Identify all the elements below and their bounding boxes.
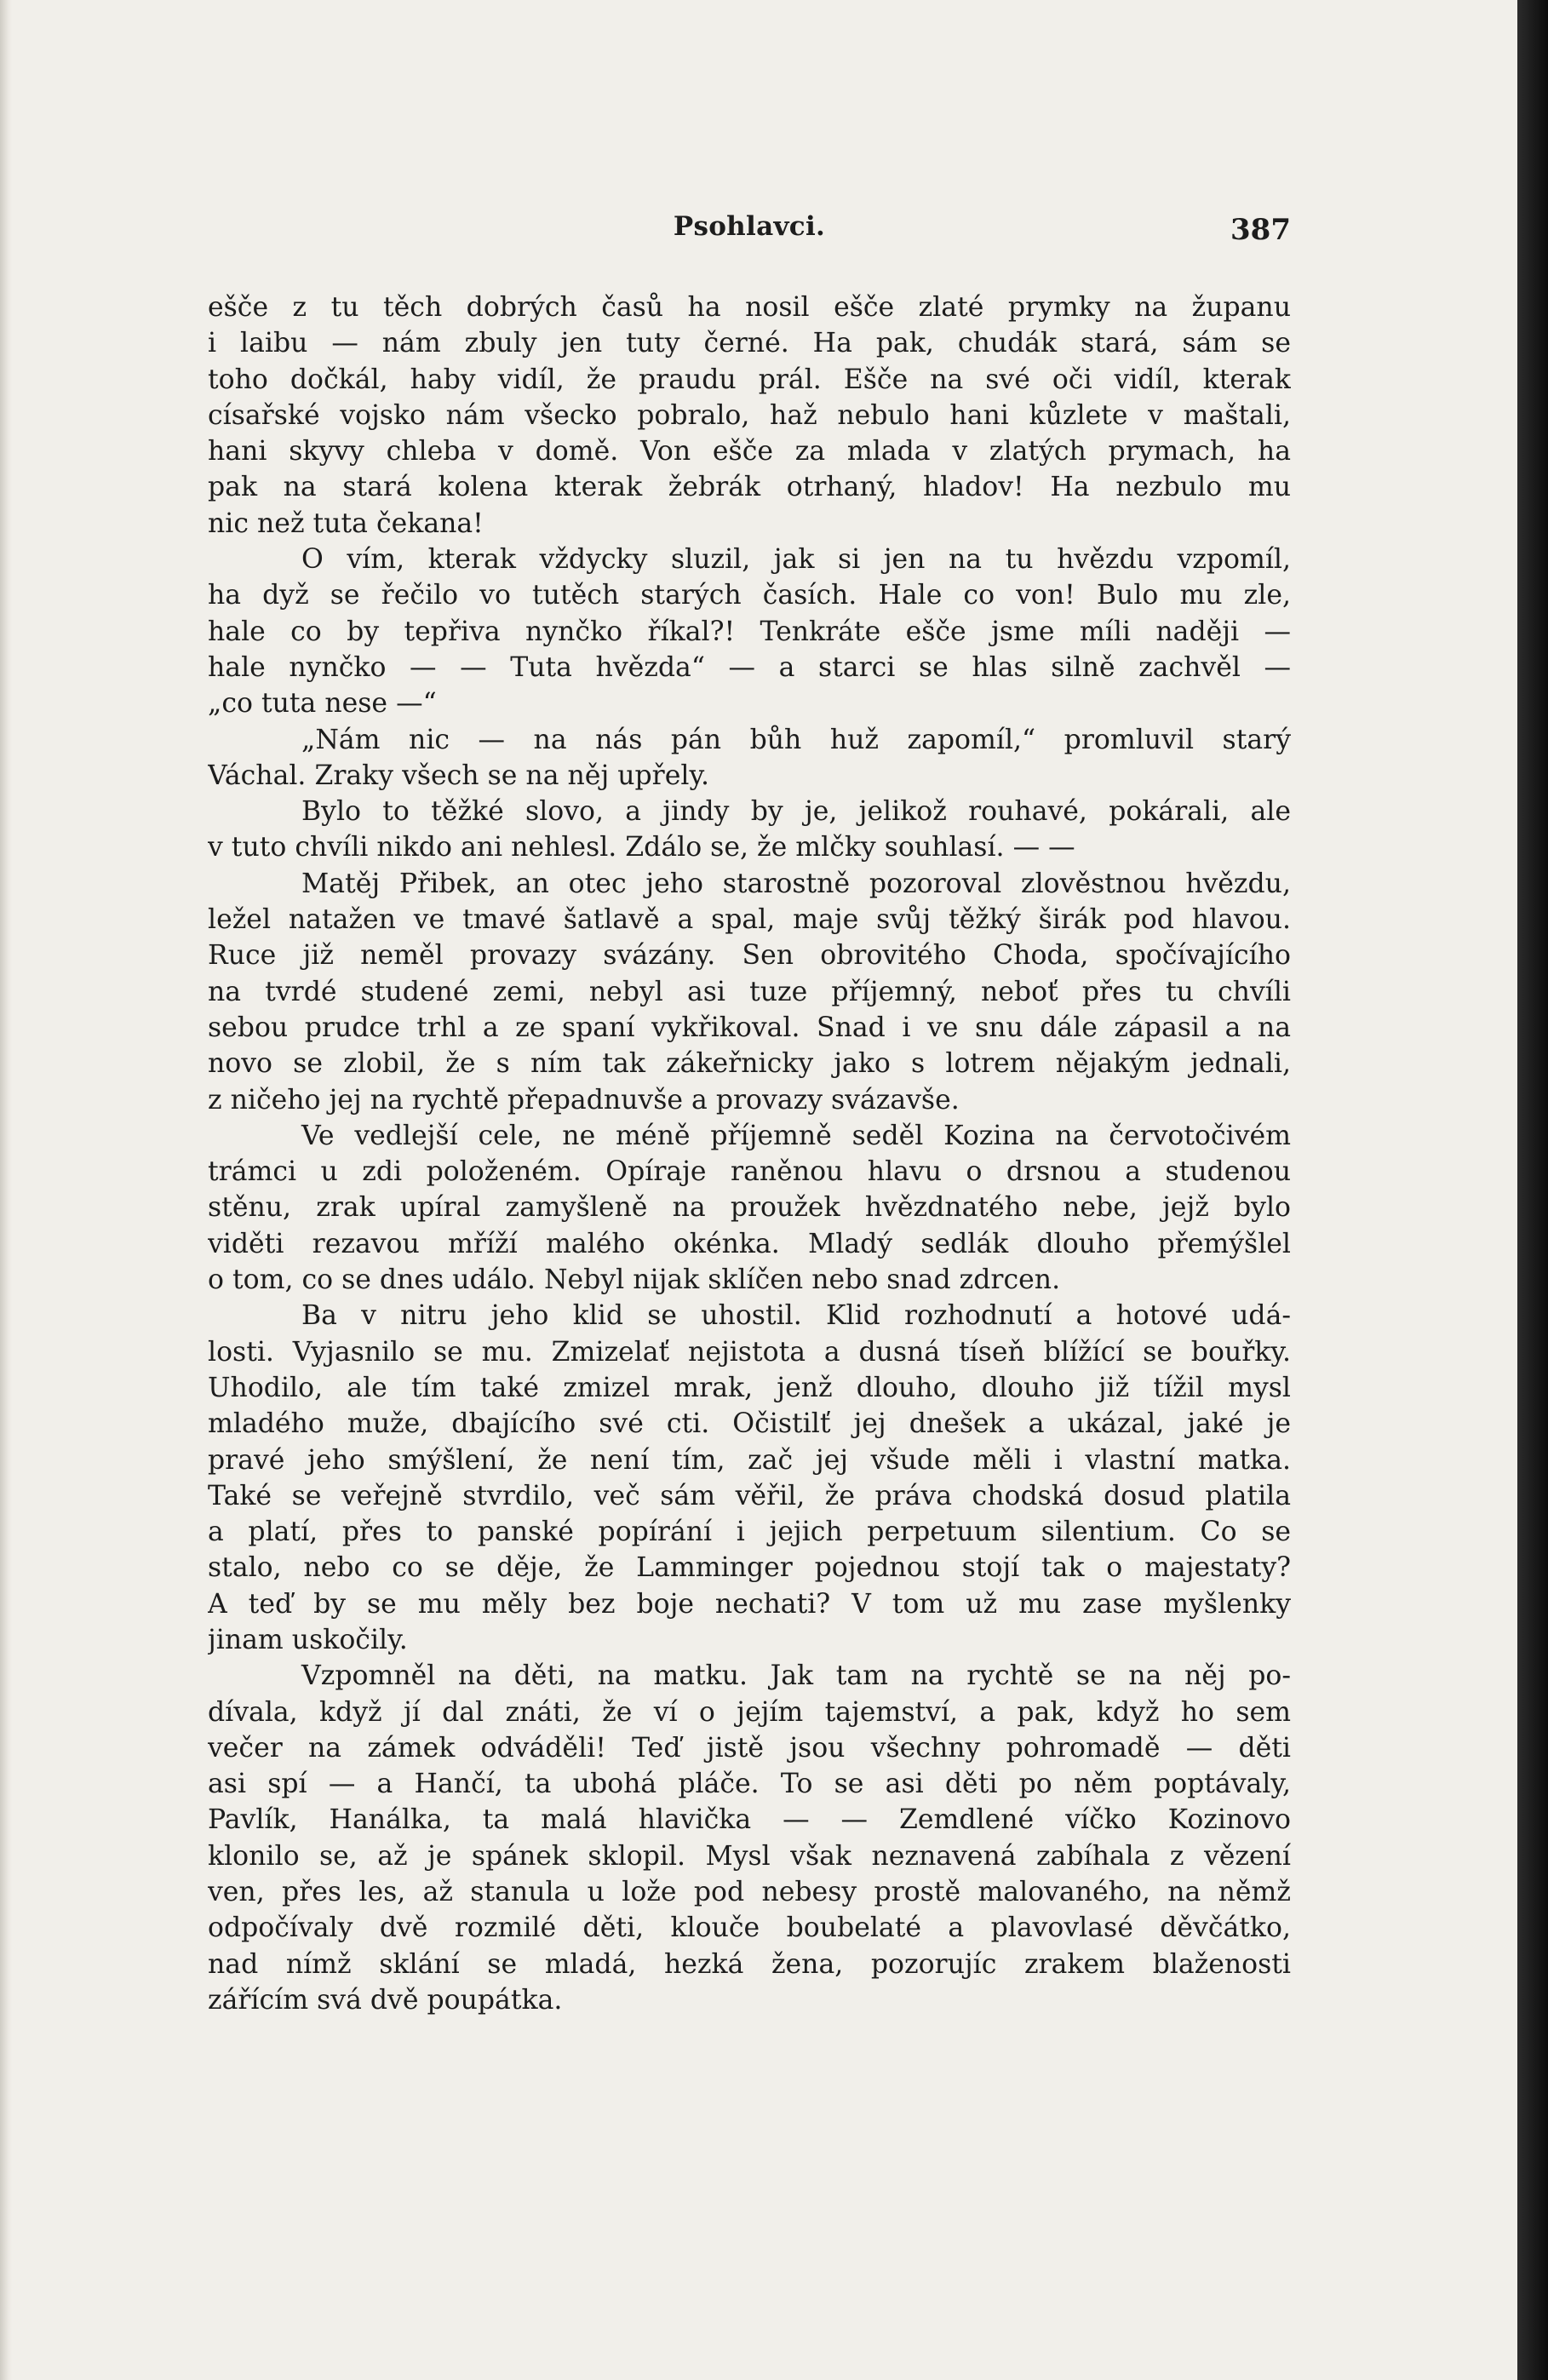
text-line: nic než tuta čekana! xyxy=(208,508,484,539)
text-line: hale nynčko — — Tuta hvězda“ — a starci se hlas silně zachvěl — xyxy=(208,651,1291,683)
text-line: „co tuta nese —“ xyxy=(208,688,437,720)
text-line: Pavlík, Hanálka, ta malá hlavička — — Zemdlené víčko Kozinovo xyxy=(208,1804,1291,1836)
text-line: novo se zlobil, že s ním tak zákeřnicky jako s lotrem nějakým jednali, xyxy=(208,1048,1291,1080)
text-line: klonilo se, až je spánek sklopil. Mysl však neznavená zabíhala z vězení xyxy=(208,1840,1291,1872)
text-line: zářícím svá dvě poupátka. xyxy=(208,1984,563,2016)
text-line: Ba v nitru jeho klid se uhostil. Klid rozhodnutí a hotové udá- xyxy=(301,1300,1291,1332)
text-line: Vzpomněl na děti, na matku. Jak tam na rychtě se na něj po- xyxy=(301,1660,1291,1692)
text-line: trámci u zdi položeném. Opíraje raněnou hlavu o drsnou a studenou xyxy=(208,1156,1291,1188)
text-line: o tom, co se dnes událo. Nebyl nijak sklíčen nebo snad zdrcen. xyxy=(208,1265,1061,1296)
text-line: ležel natažen ve tmavé šatlavě a spal, maje svůj těžký širák pod hlavou. xyxy=(208,904,1291,936)
text-line: a platí, přes to panské popírání i jejich perpetuum silentium. Co se xyxy=(208,1517,1291,1548)
text-line: večer na zámek odváděli! Teď jistě jsou všechny pohromadě — děti xyxy=(208,1732,1291,1763)
page-number: 387 xyxy=(1230,213,1291,247)
text-line: Ruce již neměl provazy svázány. Sen obrovitého Choda, spočívajícího xyxy=(208,940,1291,972)
running-head: Psohlavci. xyxy=(673,211,826,242)
text-line: ešče z tu těch dobrých časů ha nosil ešče zlaté prymky na županu xyxy=(208,292,1291,323)
text-line: pak na stará kolena kterak žebrák otrhaný, hladov! Ha nezbulo mu xyxy=(208,472,1291,503)
text-line: odpočívaly dvě rozmilé děti, klouče boubelaté a plavovlasé děvčátko, xyxy=(208,1913,1291,1944)
text-line: mladého muže, dbajícího své cti. Očistilť jej dnešek a ukázal, jaké je xyxy=(208,1408,1291,1440)
text-line: Bylo to těžké slovo, a jindy by je, jelikož rouhavé, pokárali, ale xyxy=(301,796,1291,828)
text-line: pravé jeho smýšlení, že není tím, zač jej všude měli i vlastní matka. xyxy=(208,1444,1291,1476)
text-line: sebou prudce trhl a ze spaní vykřikoval. Snad i ve snu dále zápasil a na xyxy=(208,1012,1291,1043)
text-line: stalo, nebo co se děje, že Lamminger pojednou stojí tak o majestaty? xyxy=(208,1552,1291,1584)
text-line: na tvrdé studené zemi, nebyl asi tuze příjemný, neboť přes tu chvíli xyxy=(208,976,1291,1007)
text-line: i laibu — nám zbuly jen tuty černé. Ha pak, chudák stará, sám se xyxy=(208,328,1291,359)
text-line: dívala, když jí dal znáti, že ví o jejím tajemství, a pak, když ho sem xyxy=(208,1696,1291,1728)
text-line: nad nímž sklání se mladá, hezká žena, pozorujíc zrakem blaženosti xyxy=(208,1948,1291,1980)
text-line: hani skyvy chleba v domě. Von ešče za mlada v zlatých prymach, ha xyxy=(208,436,1291,467)
text-line: ven, přes les, až stanula u lože pod nebesy prostě malovaného, na němž xyxy=(208,1877,1291,1908)
text-line: asi spí — a Hančí, ta ubohá pláče. To se asi děti po něm poptávaly, xyxy=(208,1769,1291,1800)
text-line: losti. Vyjasnilo se mu. Zmizelať nejistota a dusná tíseň blížící se bouřky. xyxy=(208,1336,1291,1368)
body-text xyxy=(208,290,1291,2018)
page-header xyxy=(208,211,1291,254)
text-line: A teď by se mu měly bez boje nechati? V tom už mu zase myšlenky xyxy=(208,1588,1291,1620)
text-line: O vím, kterak vždycky sluzil, jak si jen na tu hvězdu vzpomíl, xyxy=(301,544,1291,576)
text-line: Váchal. Zraky všech se na něj upřely. xyxy=(208,760,710,791)
text-line: Matěj Přibek, an otec jeho starostně pozoroval zlověstnou hvězdu, xyxy=(301,868,1291,899)
text-line: hale co by tepřiva nynčko říkal?! Tenkráte ešče jsme míli naději — xyxy=(208,616,1291,647)
text-line: ha dyž se řečilo vo tutěch starých časích. Hale co von! Bulo mu zle, xyxy=(208,580,1291,611)
text-line: viděti rezavou mříží malého okénka. Mladý sedlák dlouho přemýšlel xyxy=(208,1228,1291,1259)
text-line: z ničeho jej na rychtě přepadnuvše a provazy svázavše. xyxy=(208,1084,960,1115)
text-line: „Nám nic — na nás pán bůh huž zapomíl,“ promluvil starý xyxy=(301,724,1291,755)
text-line: císařské vojsko nám všecko pobralo, haž nebulo hani kůzlete v maštali, xyxy=(208,399,1291,431)
scan-edge-shadow xyxy=(1517,0,1548,2380)
text-line: Ve vedlejší cele, ne méně příjemně seděl Kozina na červotočivém xyxy=(301,1120,1291,1151)
text-line: jinam uskočily. xyxy=(208,1624,408,1655)
text-line: stěnu, zrak upíral zamyšleně na proužek hvězdnatého nebe, jejž bylo xyxy=(208,1192,1291,1224)
text-line: toho dočkál, haby vidíl, že praudu prál. Ešče na své oči vidíl, kterak xyxy=(208,364,1291,395)
text-line: v tuto chvíli nikdo ani nehlesl. Zdálo se, že mlčky souhlasí. — — xyxy=(208,832,1075,863)
text-line: Uhodilo, ale tím také zmizel mrak, jenž dlouho, dlouho již tížil mysl xyxy=(208,1372,1291,1403)
page-spine xyxy=(0,0,12,2380)
text-line: Také se veřejně stvrdilo, več sám věřil, že práva chodská dosud platila xyxy=(208,1480,1291,1511)
